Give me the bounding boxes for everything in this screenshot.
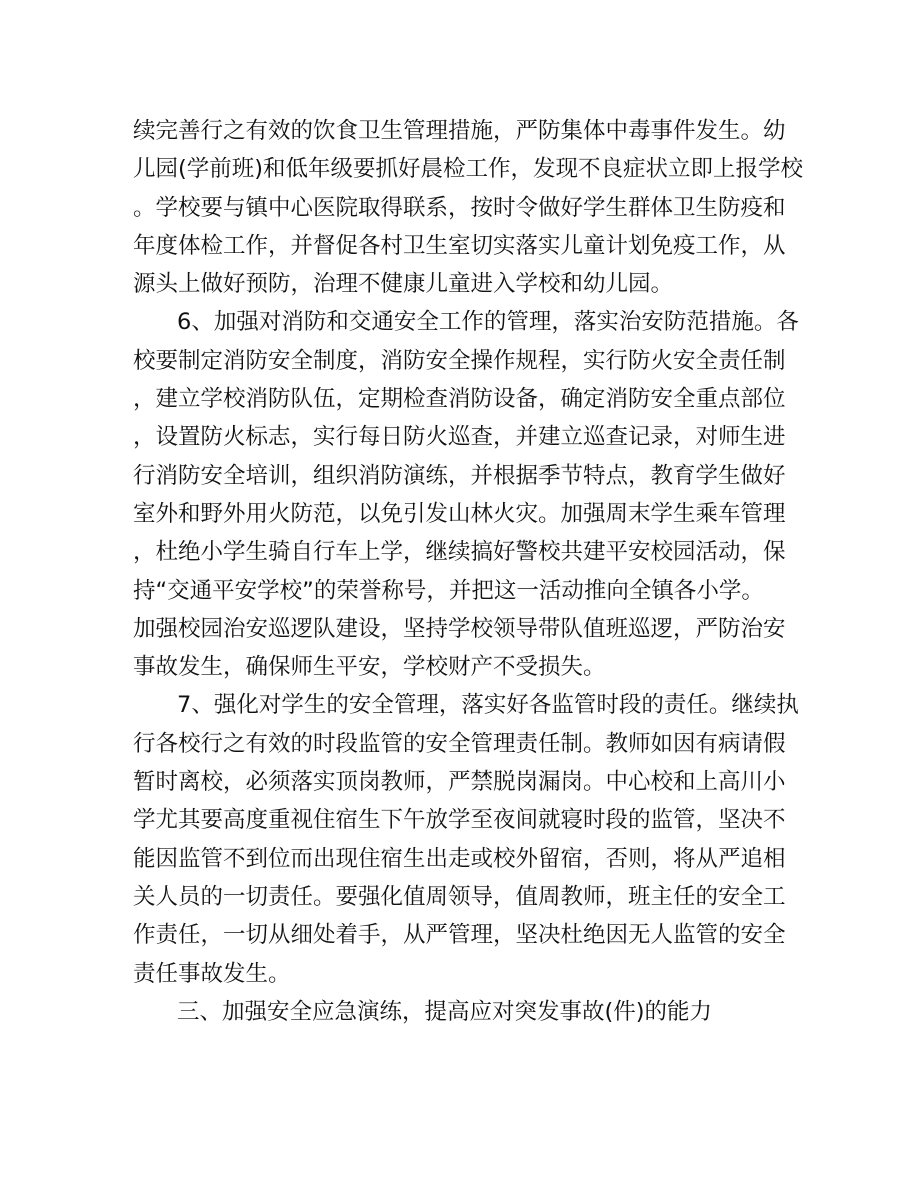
text-line: 持“交通平安学校”的荣誉称号，并把这一活动推向全镇各小学。 xyxy=(133,577,764,604)
text-line: 续完善行之有效的饮食卫生管理措施，严防集体中毒事件发生。幼 xyxy=(133,118,786,144)
text-line: 。学校要与镇中心医院取得联系，按时令做好学生群体卫生防疫和 xyxy=(133,194,786,221)
section-heading: 三、加强安全应急演练，提高应对突发事故(件)的能力 xyxy=(177,998,713,1025)
text-line: 作责任，一切从细处着手，从严管理，坚决杜绝因无人监管的安全 xyxy=(133,922,786,949)
text-line: 学尤其要高度重视住宿生下午放学至夜间就寝时段的监管，坚决不 xyxy=(133,807,786,834)
text-line: 年度体检工作，并督促各村卫生室切实落实儿童计划免疫工作，从 xyxy=(133,232,786,259)
paragraph-start-line: 6、加强对消防和交通安全工作的管理，落实治安防范措施。各 xyxy=(177,309,799,336)
text-line: 事故发生，确保师生平安，学校财产不受损失。 xyxy=(133,654,606,681)
text-line: 关人员的一切责任。要强化值周领导，值周教师，班主任的安全工 xyxy=(133,883,786,910)
paragraph-start-line: 7、强化对学生的安全管理，落实好各监管时段的责任。继续执 xyxy=(177,692,799,719)
document-body xyxy=(133,112,804,1031)
text-line: 行各校行之有效的时段监管的安全管理责任制。教师如因有病请假 xyxy=(133,730,786,757)
text-line: 行消防安全培训，组织消防演练，并根据季节特点，教育学生做好 xyxy=(133,462,786,489)
text-line: 源头上做好预防，治理不健康儿童进入学校和幼儿园。 xyxy=(133,271,674,298)
text-line: 加强校园治安巡逻队建设，坚持学校领导带队值班巡逻，严防治安 xyxy=(133,615,786,642)
text-line: ，杜绝小学生骑自行车上学，继续搞好警校共建平安校园活动，保 xyxy=(133,539,786,566)
text-line: 暂时离校，必须落实顶岗教师，严禁脱岗漏岗。中心校和上高川小 xyxy=(133,769,786,796)
text-line: ，建立学校消防队伍，定期检查消防设备，确定消防安全重点部位 xyxy=(133,386,786,413)
text-line: 校要制定消防安全制度，消防安全操作规程，实行防火安全责任制 xyxy=(133,347,786,374)
text-line: 室外和野外用火防范，以免引发山林火灾。加强周末学生乘车管理 xyxy=(133,500,786,527)
text-line: 责任事故发生。 xyxy=(133,960,291,987)
text-line: 能因监管不到位而出现住宿生出走或校外留宿，否则，将从严追相 xyxy=(133,845,786,872)
text-line: 儿园(学前班)和低年级要抓好晨检工作，发现不良症状立即上报学校 xyxy=(133,156,804,183)
text-line: ，设置防火标志，实行每日防火巡查，并建立巡查记录，对师生进 xyxy=(133,424,786,451)
